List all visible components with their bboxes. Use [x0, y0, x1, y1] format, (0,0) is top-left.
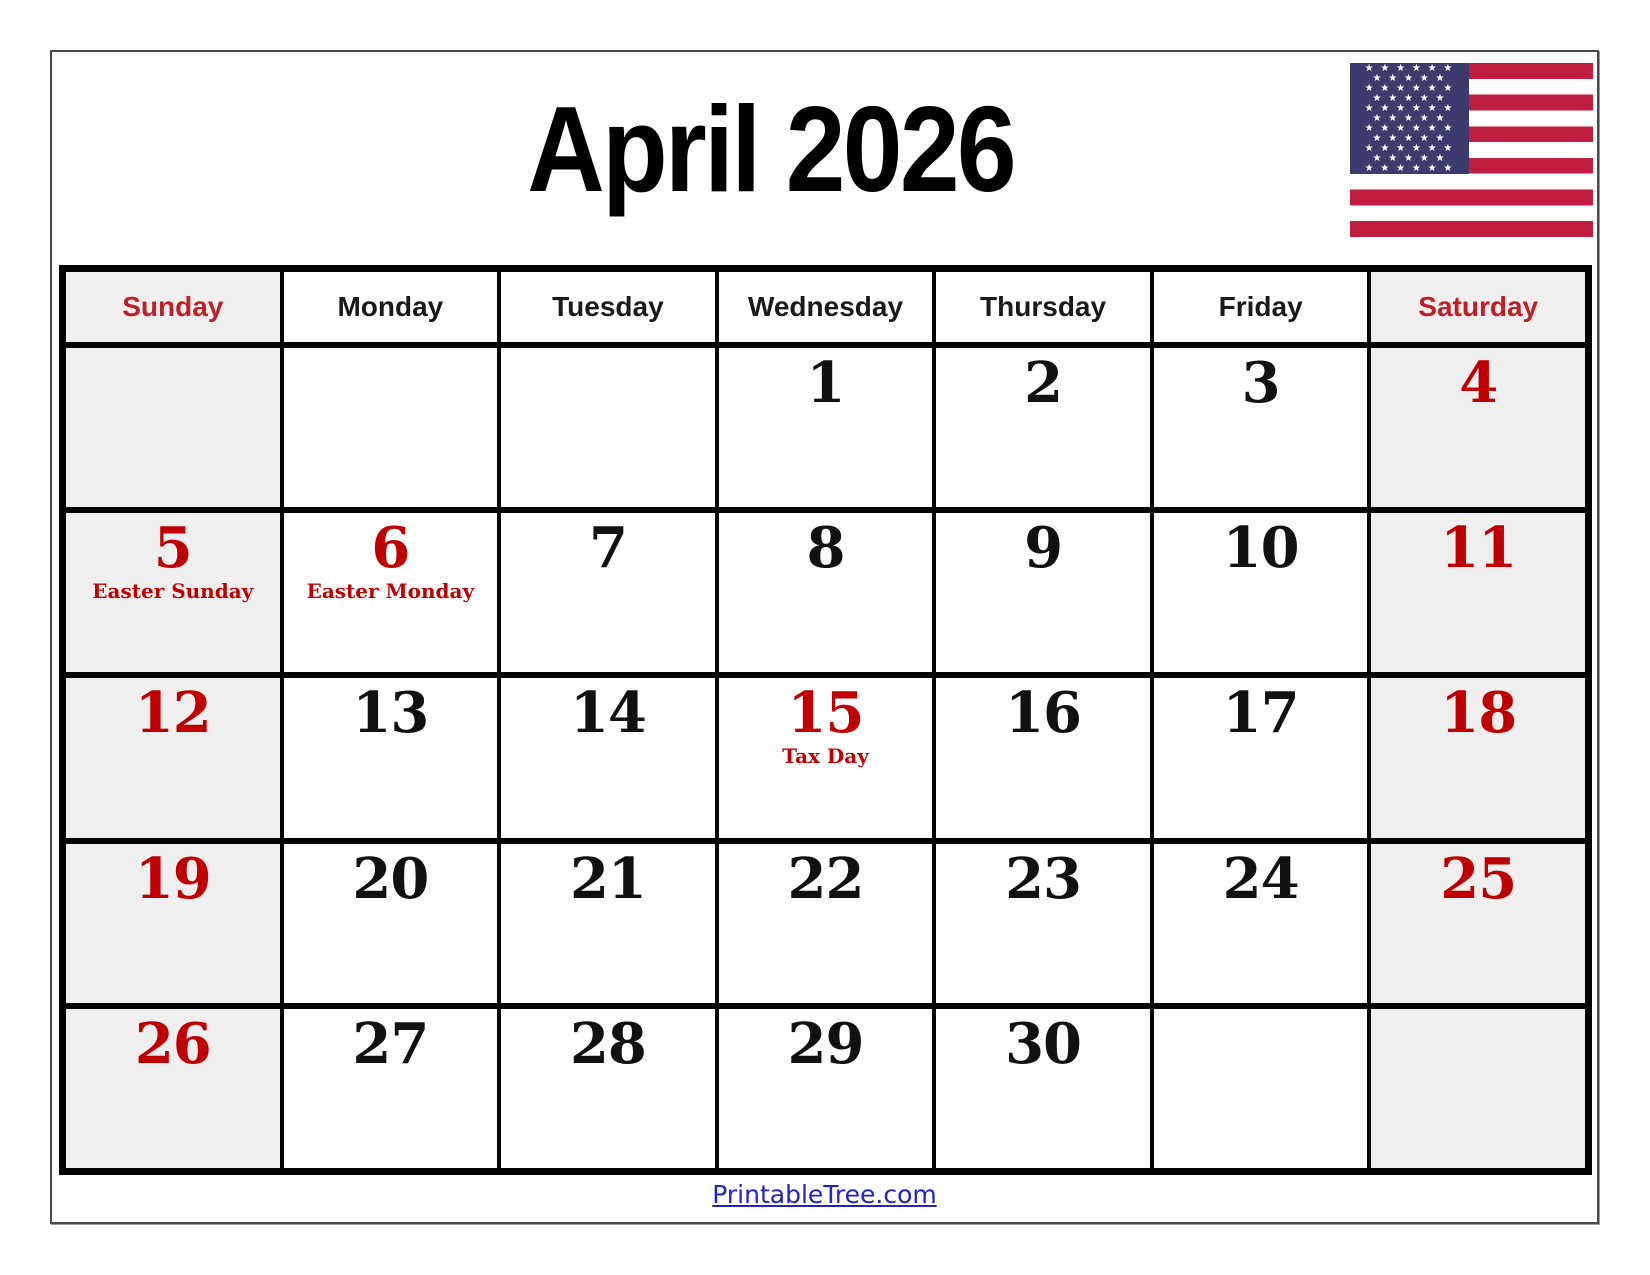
day-number: 6	[371, 515, 410, 582]
weekday-header-tuesday: Tuesday	[501, 272, 715, 342]
us-flag-icon	[1350, 63, 1593, 237]
day-cell-13	[284, 678, 498, 837]
day-cell-empty	[1154, 1009, 1368, 1168]
day-number: 25	[1440, 845, 1517, 912]
day-cell-empty	[1371, 1009, 1585, 1168]
flag-star-row: ★ ★ ★ ★ ★ ★	[1364, 63, 1455, 74]
day-number: 7	[588, 515, 627, 582]
day-cell-4	[1371, 348, 1585, 507]
flag-star-row: ★ ★ ★ ★ ★	[1372, 133, 1447, 144]
day-number: 27	[352, 1010, 429, 1077]
day-number: 16	[1005, 680, 1082, 747]
day-cell-25	[1371, 844, 1585, 1003]
day-cell-21	[501, 844, 715, 1003]
page-title: April 2026	[527, 81, 1014, 217]
day-cell-23	[936, 844, 1150, 1003]
day-number: 12	[134, 680, 211, 747]
day-cell-1	[719, 348, 933, 507]
flag-star-row: ★ ★ ★ ★ ★	[1372, 153, 1447, 164]
calendar-page	[50, 50, 1599, 1224]
day-cell-14	[501, 678, 715, 837]
day-number: 29	[787, 1010, 864, 1077]
day-cell-26	[66, 1009, 280, 1168]
day-number: 19	[134, 845, 211, 912]
day-cell-17	[1154, 678, 1368, 837]
day-number: 26	[134, 1010, 211, 1077]
flag-star-row: ★ ★ ★ ★ ★ ★	[1364, 143, 1455, 154]
flag-star-row: ★ ★ ★ ★ ★	[1372, 73, 1447, 84]
day-cell-6	[284, 513, 498, 672]
day-cell-19	[66, 844, 280, 1003]
footer	[52, 1180, 1597, 1209]
day-number: 15	[787, 680, 864, 747]
flag-star-row: ★ ★ ★ ★ ★ ★	[1364, 83, 1455, 94]
holiday-label: Tax Day	[782, 744, 869, 769]
day-cell-16	[936, 678, 1150, 837]
day-cell-9	[936, 513, 1150, 672]
day-cell-11	[1371, 513, 1585, 672]
day-cell-empty	[66, 348, 280, 507]
day-number: 14	[569, 680, 646, 747]
day-number: 9	[1024, 515, 1063, 582]
day-number: 2	[1024, 350, 1063, 416]
weekday-header-thursday: Thursday	[936, 272, 1150, 342]
day-cell-28	[501, 1009, 715, 1168]
weekday-header-friday: Friday	[1154, 272, 1368, 342]
day-number: 3	[1241, 350, 1280, 416]
holiday-label: Easter Monday	[306, 578, 475, 603]
day-cell-empty	[501, 348, 715, 507]
day-cell-2	[936, 348, 1150, 507]
flag-star-row: ★ ★ ★ ★ ★	[1372, 93, 1447, 104]
flag-star-row: ★ ★ ★ ★ ★ ★	[1364, 123, 1455, 134]
day-number: 20	[352, 845, 429, 912]
day-number: 1	[806, 350, 845, 416]
day-number: 13	[352, 680, 429, 747]
day-cell-7	[501, 513, 715, 672]
day-cell-15	[719, 678, 933, 837]
day-number: 10	[1222, 515, 1299, 582]
day-cell-12	[66, 678, 280, 837]
day-cell-10	[1154, 513, 1368, 672]
day-number: 23	[1005, 845, 1082, 912]
day-cell-empty	[284, 348, 498, 507]
day-number: 22	[787, 845, 864, 912]
day-cell-5	[66, 513, 280, 672]
day-number: 30	[1005, 1010, 1082, 1077]
day-number: 8	[806, 515, 845, 582]
flag-star-row: ★ ★ ★ ★ ★ ★	[1364, 103, 1455, 114]
day-cell-18	[1371, 678, 1585, 837]
weekday-header-sunday: Sunday	[66, 272, 280, 342]
flag-star-row: ★ ★ ★ ★ ★ ★	[1364, 163, 1455, 174]
day-number: 17	[1222, 680, 1299, 747]
day-cell-8	[719, 513, 933, 672]
day-cell-22	[719, 844, 933, 1003]
day-cell-24	[1154, 844, 1368, 1003]
day-number: 4	[1459, 350, 1498, 416]
day-number: 18	[1440, 680, 1517, 747]
calendar-grid	[59, 265, 1592, 1175]
flag-star-row: ★ ★ ★ ★ ★	[1372, 113, 1447, 124]
printabletree-link[interactable]: PrintableTree.com	[712, 1180, 937, 1209]
day-cell-20	[284, 844, 498, 1003]
day-cell-27	[284, 1009, 498, 1168]
weekday-header-saturday: Saturday	[1371, 272, 1585, 342]
day-number: 5	[153, 515, 192, 582]
day-number: 28	[569, 1010, 646, 1077]
weekday-header-monday: Monday	[284, 272, 498, 342]
day-number: 11	[1440, 515, 1517, 582]
day-number: 24	[1222, 845, 1299, 912]
day-cell-3	[1154, 348, 1368, 507]
day-cell-29	[719, 1009, 933, 1168]
weekday-header-wednesday: Wednesday	[719, 272, 933, 342]
holiday-label: Easter Sunday	[92, 578, 254, 603]
day-number: 21	[569, 845, 646, 912]
day-cell-30	[936, 1009, 1150, 1168]
flag-canton	[1350, 63, 1469, 174]
